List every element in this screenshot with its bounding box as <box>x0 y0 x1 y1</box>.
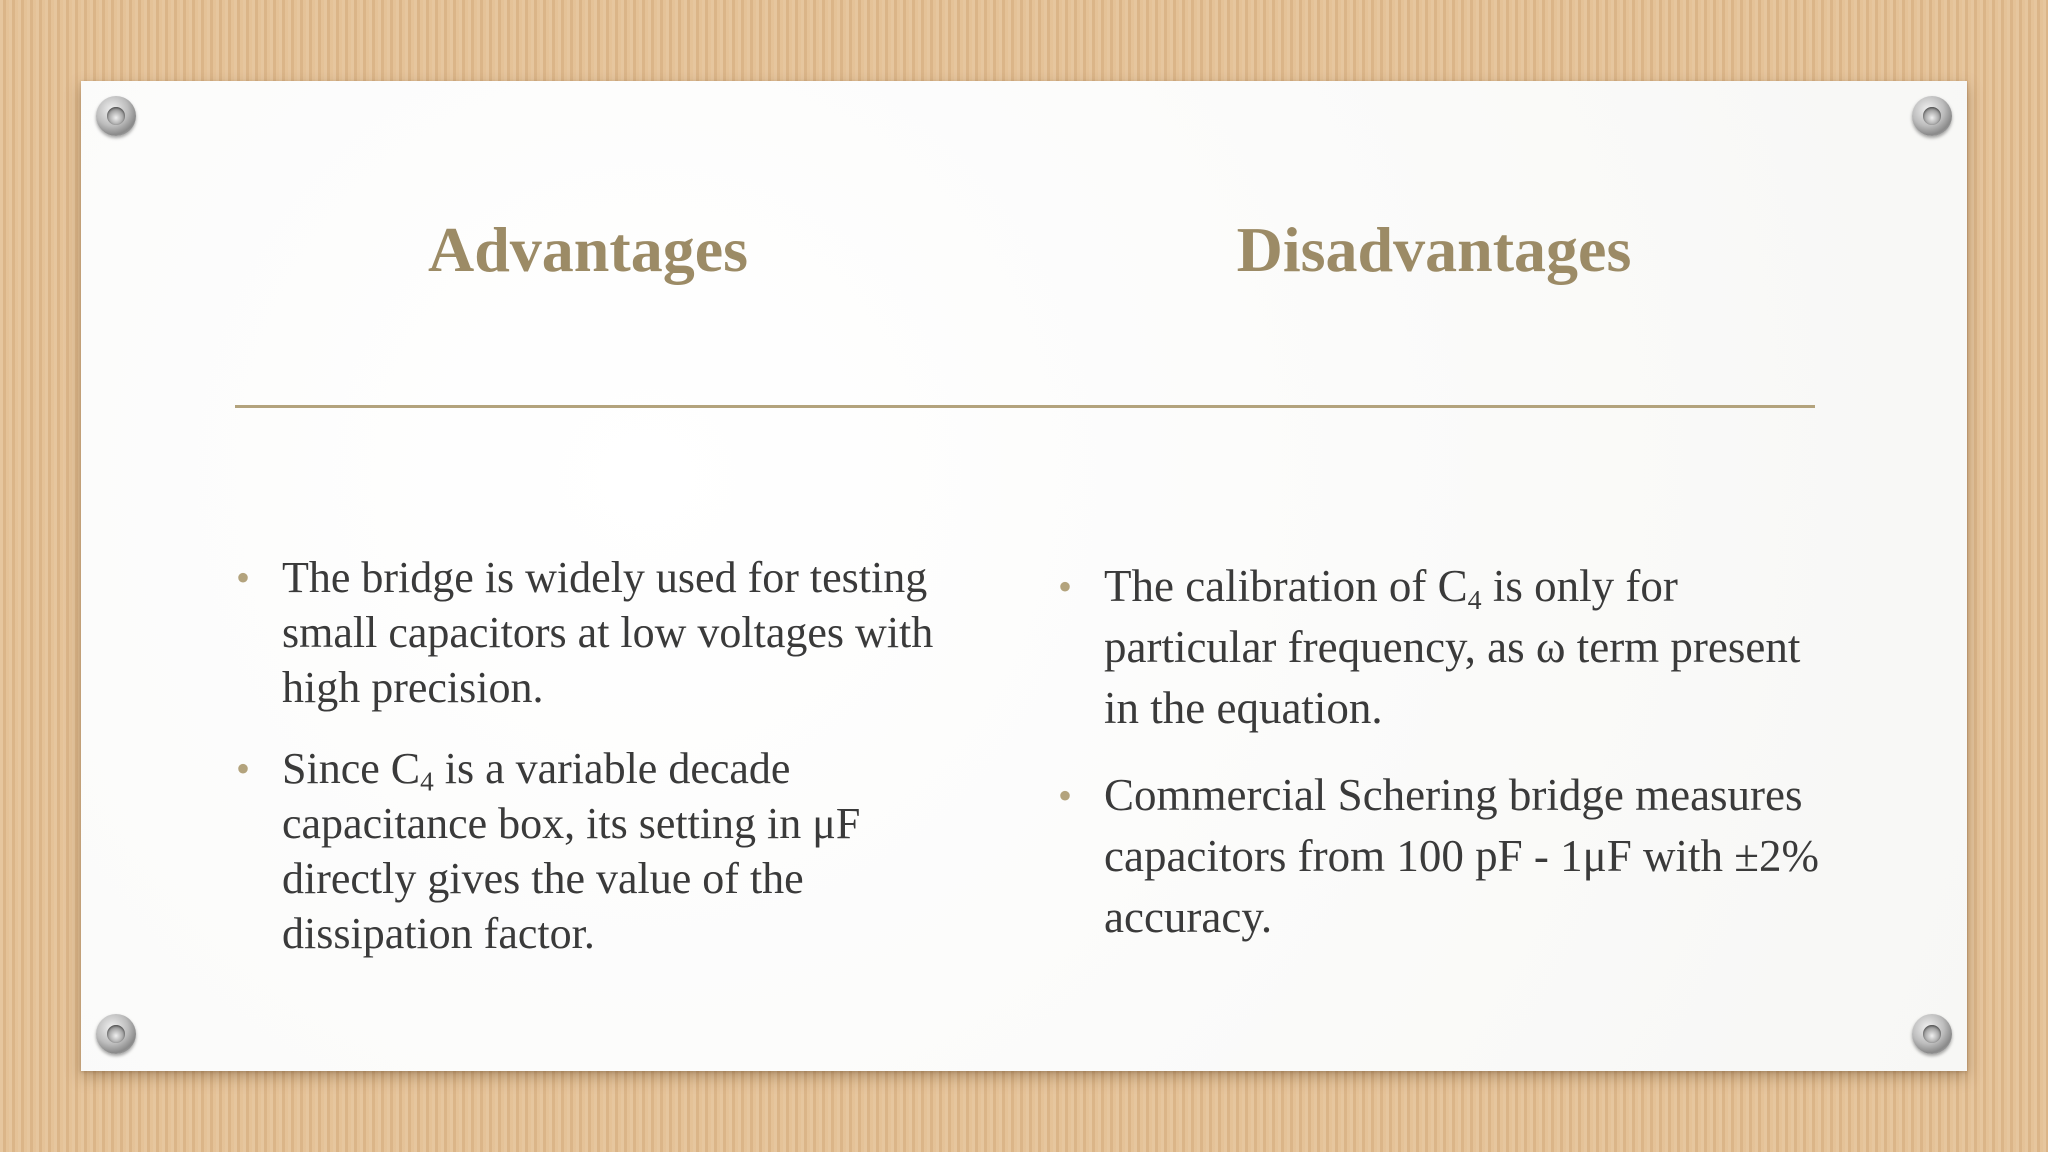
advantage-text: The bridge is widely used for testing small capacitors at low voltages with high precision. <box>282 553 934 712</box>
disadvantage-text: Commercial Schering bridge measures capacitors from 100 pF - 1μF with ±2% accuracy. <box>1104 770 1819 942</box>
bullet-icon: • <box>236 746 251 791</box>
advantages-list <box>232 550 972 961</box>
subscript: 4 <box>1467 584 1482 616</box>
advantage-item <box>232 741 972 961</box>
advantage-text: is a variable decade capacitance box, its setting in μF directly gives the value of the dissipation factor. <box>282 744 861 958</box>
disadvantage-text: The calibration of C <box>1104 561 1468 611</box>
divider-line <box>235 405 1815 408</box>
bullet-icon: • <box>1058 773 1073 818</box>
grommet-icon <box>96 96 136 136</box>
bullet-icon: • <box>236 555 251 600</box>
disadvantage-item <box>1054 765 1844 948</box>
disadvantages-list <box>1054 556 1844 948</box>
grommet-icon <box>96 1014 136 1054</box>
grommet-icon <box>1912 1014 1952 1054</box>
subscript: 4 <box>420 766 434 797</box>
bullet-icon: • <box>1058 564 1073 609</box>
advantages-heading: Advantages <box>427 214 749 285</box>
disadvantages-heading: Disadvantages <box>1236 214 1632 285</box>
disadvantage-text: is only for particular frequency, as ω term present in the equation. <box>1104 561 1801 733</box>
advantage-text: Since C <box>282 744 421 793</box>
advantage-item <box>232 550 972 715</box>
grommet-icon <box>1912 96 1952 136</box>
disadvantage-item <box>1054 556 1844 739</box>
